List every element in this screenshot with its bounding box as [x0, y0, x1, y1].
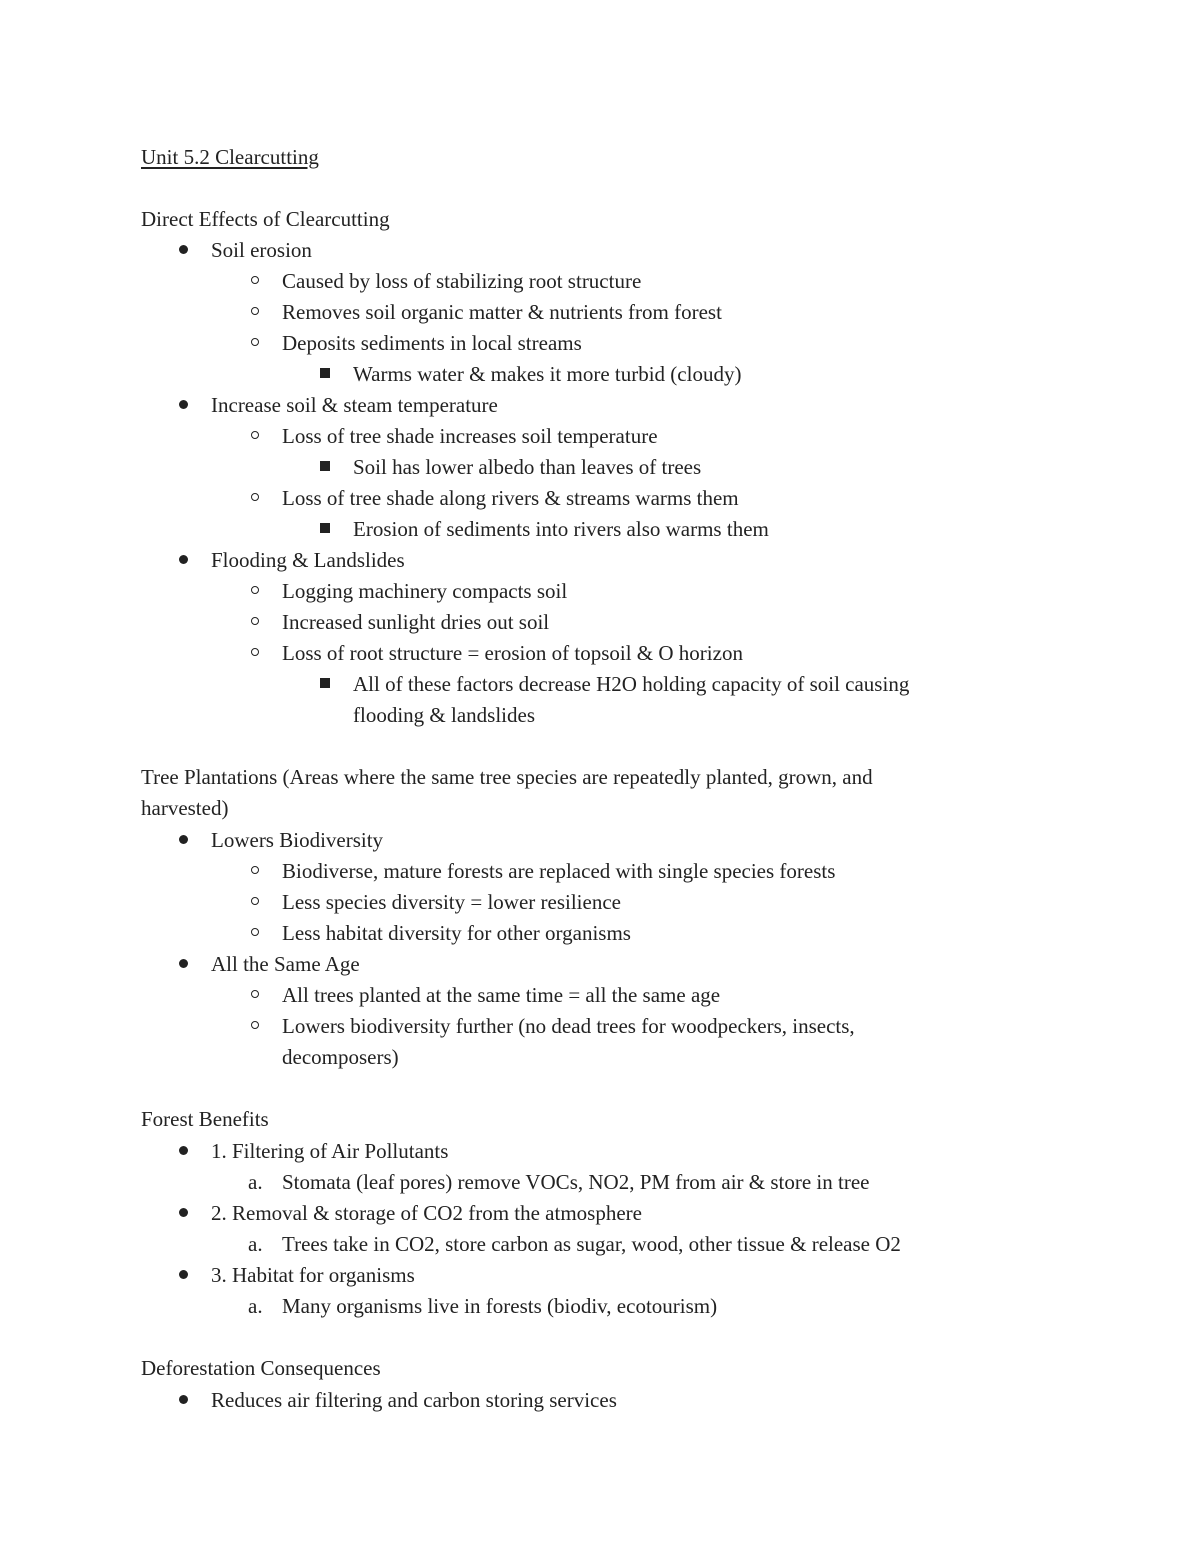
- bullet-square-icon: [320, 461, 330, 471]
- page-title: Unit 5.2 Clearcutting: [141, 145, 319, 169]
- list-item: Removes soil organic matter & nutrients from forest: [282, 300, 722, 324]
- list-marker: a.: [248, 1170, 263, 1194]
- list-item: Loss of root structure = erosion of topsoil & O horizon: [282, 641, 743, 665]
- list-item: All of these factors decrease H2O holding capacity of soil causing: [353, 672, 910, 696]
- list-item: Lowers Biodiversity: [211, 828, 384, 852]
- list-item: All trees planted at the same time = all the same age: [282, 983, 721, 1007]
- list-item: Less habitat diversity for other organisms: [282, 921, 631, 945]
- list-item: All the Same Age: [211, 952, 360, 976]
- bullet-disc-icon: [179, 835, 188, 844]
- list-marker: a.: [248, 1294, 263, 1318]
- list-item: Reduces air filtering and carbon storing services: [211, 1388, 617, 1412]
- list-item: 3. Habitat for organisms: [211, 1263, 415, 1287]
- list-item: Flooding & Landslides: [211, 548, 405, 572]
- bullet-disc-icon: [179, 959, 188, 968]
- list-item: Erosion of sediments into rivers also warms them: [353, 517, 769, 541]
- bullet-circle-icon: [251, 990, 259, 998]
- list-item: Loss of tree shade increases soil temperature: [282, 424, 658, 448]
- list-marker: a.: [248, 1232, 263, 1256]
- bullet-square-icon: [320, 368, 330, 378]
- list-item: Lowers biodiversity further (no dead trees for woodpeckers, insects,: [282, 1014, 855, 1038]
- list-item: Soil has lower albedo than leaves of trees: [353, 455, 702, 479]
- bullet-disc-icon: [179, 245, 188, 254]
- bullet-disc-icon: [179, 555, 188, 564]
- list-item: 2. Removal & storage of CO2 from the atmosphere: [211, 1201, 642, 1225]
- section-heading-direct-effects: Direct Effects of Clearcutting: [141, 207, 390, 231]
- bullet-circle-icon: [251, 431, 259, 439]
- list-item: Less species diversity = lower resilience: [282, 890, 621, 914]
- bullet-circle-icon: [251, 586, 259, 594]
- bullet-circle-icon: [251, 648, 259, 656]
- list-item: Loss of tree shade along rivers & streams warms them: [282, 486, 739, 510]
- bullet-circle-icon: [251, 276, 259, 284]
- bullet-square-icon: [320, 678, 330, 688]
- list-item: Caused by loss of stabilizing root structure: [282, 269, 642, 293]
- section-heading-forest-benefits: Forest Benefits: [141, 1107, 269, 1131]
- bullet-circle-icon: [251, 617, 259, 625]
- section-heading-continuation: harvested): [141, 796, 229, 820]
- bullet-circle-icon: [251, 307, 259, 315]
- list-item: Biodiverse, mature forests are replaced with single species forests: [282, 859, 836, 883]
- list-item-continuation: flooding & landslides: [353, 703, 535, 727]
- list-item: Logging machinery compacts soil: [282, 579, 568, 603]
- list-item: 1. Filtering of Air Pollutants: [211, 1139, 449, 1163]
- bullet-disc-icon: [179, 400, 188, 409]
- bullet-disc-icon: [179, 1395, 188, 1404]
- bullet-disc-icon: [179, 1146, 188, 1155]
- list-item: Soil erosion: [211, 238, 312, 262]
- bullet-disc-icon: [179, 1270, 188, 1279]
- bullet-circle-icon: [251, 1021, 259, 1029]
- bullet-circle-icon: [251, 866, 259, 874]
- section-heading-tree-plantations: Tree Plantations (Areas where the same tree species are repeatedly planted, grown, and: [141, 765, 873, 789]
- list-item: Trees take in CO2, store carbon as sugar, wood, other tissue & release O2: [282, 1232, 901, 1256]
- list-item: Warms water & makes it more turbid (cloudy): [353, 362, 742, 386]
- bullet-circle-icon: [251, 928, 259, 936]
- bullet-circle-icon: [251, 493, 259, 501]
- bullet-circle-icon: [251, 338, 259, 346]
- list-item: Stomata (leaf pores) remove VOCs, NO2, PM from air & store in tree: [282, 1170, 870, 1194]
- list-item: Increase soil & steam temperature: [211, 393, 498, 417]
- list-item: Many organisms live in forests (biodiv, ecotourism): [282, 1294, 718, 1318]
- bullet-circle-icon: [251, 897, 259, 905]
- bullet-square-icon: [320, 523, 330, 533]
- list-item: Deposits sediments in local streams: [282, 331, 582, 355]
- list-item: Increased sunlight dries out soil: [282, 610, 550, 634]
- section-heading-deforestation: Deforestation Consequences: [141, 1356, 381, 1380]
- bullet-disc-icon: [179, 1208, 188, 1217]
- list-item-continuation: decomposers): [282, 1045, 399, 1069]
